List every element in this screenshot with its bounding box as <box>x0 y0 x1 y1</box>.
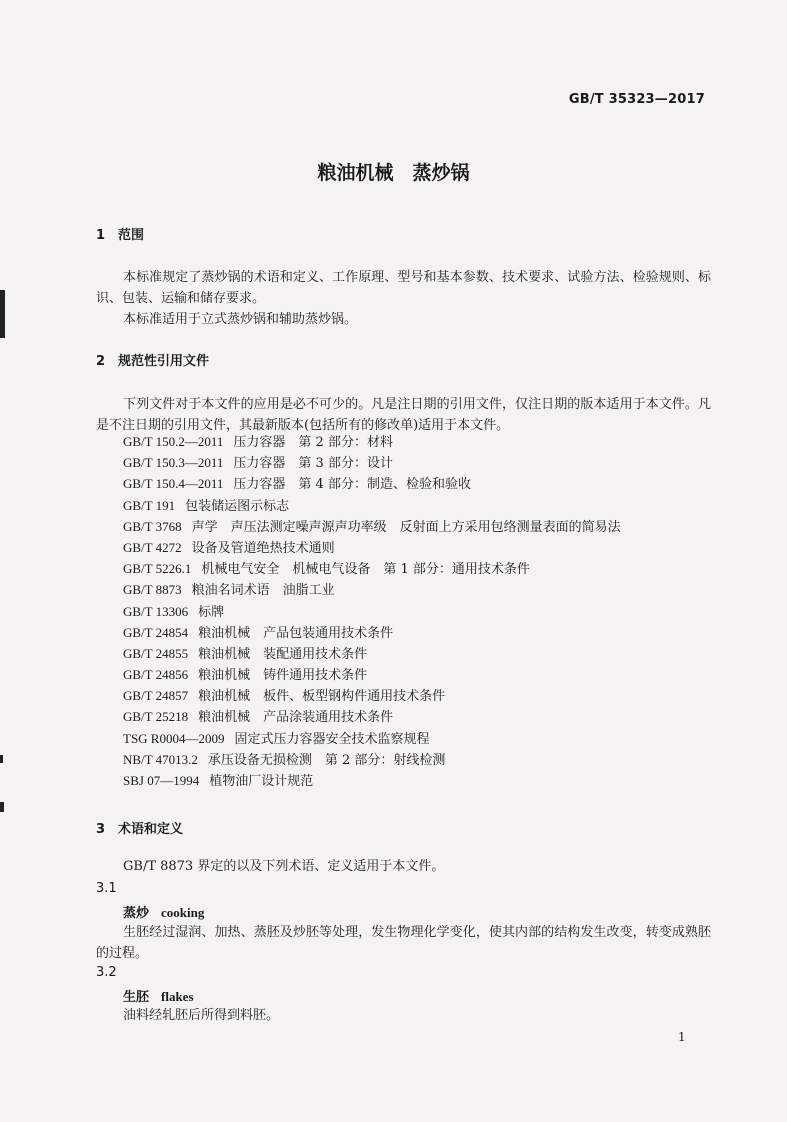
reference-code: GB/T 191 <box>123 497 176 513</box>
reference-title: 压力容器 第 3 部分：设计 <box>233 456 393 472</box>
paragraph: 本标准规定了蒸炒锅的术语和定义、工作原理、型号和基本参数、技术要求、试验方法、检验规则、标识、包装、运输和储存要求。 <box>96 270 711 306</box>
reference-title: 固定式压力容器安全技术监察规程 <box>234 731 430 747</box>
reference-item <box>123 558 621 579</box>
reference-item <box>123 495 621 516</box>
reference-item <box>123 579 621 600</box>
term-chinese: 生胚 <box>123 990 150 1005</box>
reference-item <box>123 643 621 664</box>
section-heading-normative-references <box>96 350 209 369</box>
section-heading-terms-definitions <box>96 818 183 837</box>
reference-item <box>123 516 621 537</box>
reference-code: GB/T 24857 <box>123 688 189 704</box>
term-english: flakes <box>161 989 194 1004</box>
term-english: cooking <box>161 905 205 920</box>
reference-item <box>123 537 621 558</box>
reference-title: 粮油机械 产品包装通用技术条件 <box>198 625 394 641</box>
scan-edge-mark <box>0 802 4 812</box>
reference-title: 设备及管道绝热技术通则 <box>191 540 335 556</box>
reference-item <box>123 431 621 452</box>
reference-code: GB/T 8873 <box>123 582 182 598</box>
standard-code: GB/T 35323—2017 <box>568 92 705 107</box>
page-number: 1 <box>678 1030 686 1044</box>
reference-title: 压力容器 第 2 部分：材料 <box>233 435 393 450</box>
section-number: 3 <box>96 822 106 837</box>
reference-item <box>123 728 621 749</box>
reference-code: GB/T 3768 <box>123 518 182 534</box>
reference-title: 粮油机械 板件、板型钢构件通用技术条件 <box>198 689 446 705</box>
term-number: 3.1 <box>96 881 117 896</box>
reference-code: GB/T 24854 <box>123 624 189 640</box>
reference-item <box>123 749 621 770</box>
reference-code: TSG R0004—2009 <box>123 730 225 746</box>
reference-title: 承压设备无损检测 第 2 部分：射线检测 <box>207 752 446 768</box>
reference-item <box>123 706 621 727</box>
reference-title: 包装储运图示标志 <box>185 498 290 514</box>
reference-title: 粮油机械 装配通用技术条件 <box>198 646 368 662</box>
reference-code: GB/T 13306 <box>123 603 189 619</box>
reference-item <box>123 770 621 791</box>
reference-code: GB/T 4272 <box>123 539 182 555</box>
reference-title: 植物油厂设计规范 <box>209 774 314 789</box>
reference-code: GB/T 150.4—2011 <box>123 476 224 492</box>
reference-code: GB/T 25218 <box>123 709 189 725</box>
term-chinese: 蒸炒 <box>123 906 150 921</box>
reference-title: 粮油名词术语 油脂工业 <box>191 583 335 599</box>
reference-item <box>123 685 621 706</box>
paragraph: 下列文件对于本文件的应用是必不可少的。凡是注日期的引用文件，仅注日期的版本适用于本文件。凡是不注日期的引用文件，其最新版本(包括所有的修改单)适用于本文件。 <box>96 397 711 433</box>
reference-code: GB/T 150.3—2011 <box>123 455 224 471</box>
term-name <box>123 986 194 1005</box>
section-title: 规范性引用文件 <box>118 354 210 369</box>
reference-item <box>123 622 621 643</box>
scan-edge-mark <box>0 290 5 338</box>
document-title: 粮油机械 蒸炒锅 <box>317 162 470 184</box>
reference-code: GB/T 24856 <box>123 667 189 683</box>
reference-code: SBJ 07—1994 <box>123 773 200 788</box>
reference-title: 粮油机械 铸件通用技术条件 <box>198 668 368 684</box>
section-heading-scope <box>96 224 144 243</box>
reference-item <box>123 452 621 473</box>
reference-title: 机械电气安全 机械电气设备 第 1 部分：通用技术条件 <box>201 562 530 578</box>
term-definition: 油料经轧胚后所得到料胚。 <box>123 1008 280 1023</box>
reference-title: 标牌 <box>198 604 225 620</box>
reference-title: 压力容器 第 4 部分：制造、检验和验收 <box>233 477 471 493</box>
reference-list <box>123 431 621 791</box>
section-title: 范围 <box>118 228 145 243</box>
section-number: 1 <box>96 228 106 243</box>
reference-item <box>123 601 621 622</box>
reference-code: GB/T 5226.1 <box>123 561 192 577</box>
term-number: 3.2 <box>96 965 117 980</box>
reference-title: 粮油机械 产品涂装通用技术条件 <box>198 710 394 726</box>
section-number: 2 <box>96 354 106 369</box>
reference-title: 声学 声压法测定噪声源声功率级 反射面上方采用包络测量表面的简易法 <box>191 519 621 535</box>
reference-code: GB/T 150.2—2011 <box>123 434 224 449</box>
paragraph: 本标准适用于立式蒸炒锅和辅助蒸炒锅。 <box>123 312 358 327</box>
reference-code: GB/T 24855 <box>123 645 189 661</box>
term-definition: 生胚经过湿润、加热、蒸胚及炒胚等处理，发生物理化学变化，使其内部的结构发生改变，转变成熟胚的过程。 <box>96 925 711 961</box>
section-title: 术语和定义 <box>118 822 184 837</box>
reference-item <box>123 664 621 685</box>
reference-item <box>123 473 621 494</box>
reference-code: NB/T 47013.2 <box>123 751 198 767</box>
paragraph: GB/T 8873 界定的以及下列术语、定义适用于本文件。 <box>123 859 445 874</box>
scan-edge-mark <box>0 755 3 763</box>
term-name <box>123 902 204 921</box>
